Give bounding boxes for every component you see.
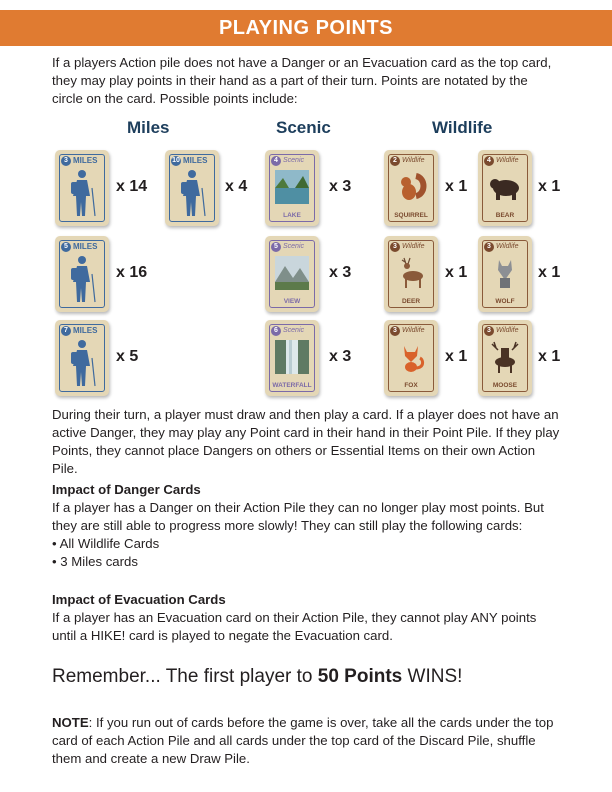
count-miles-10: x 4 <box>225 178 248 195</box>
card-type: MILES <box>73 156 98 165</box>
card-type: MILES <box>73 326 98 335</box>
card-type: Scenic <box>283 243 305 250</box>
section-banner <box>0 10 612 46</box>
card-name: MOOSE <box>492 382 518 389</box>
count-squirrel: x 1 <box>445 178 468 195</box>
bear-icon <box>488 170 522 204</box>
card-type: MILES <box>183 156 208 165</box>
point-circle: 5 <box>61 242 71 252</box>
scenic-card-view <box>265 236 319 312</box>
point-circle: 4 <box>484 156 494 166</box>
deer-icon <box>394 256 428 290</box>
bullet-text: 3 Miles cards <box>60 554 138 569</box>
wildlife-card-deer <box>384 236 438 312</box>
danger-heading: Impact of Danger Cards <box>52 482 201 497</box>
card-type: Wildlife <box>496 157 519 164</box>
fox-icon <box>394 340 428 374</box>
scenic-card-lake <box>265 150 319 226</box>
wildlife-card-bear <box>478 150 532 226</box>
hiker-icon <box>65 254 99 304</box>
count-miles-3: x 14 <box>116 178 148 195</box>
miles-card-3 <box>55 150 109 226</box>
column-heading-wildlife: Wildlife <box>432 118 493 137</box>
point-circle: 2 <box>390 156 400 166</box>
card-type: Scenic <box>283 157 305 164</box>
bullet-text: All Wildlife Cards <box>59 536 160 551</box>
count-fox: x 1 <box>445 348 468 365</box>
danger-bullet-1: • All Wildlife Cards <box>52 536 160 551</box>
card-type: Wildlife <box>496 243 519 250</box>
count-lake: x 3 <box>329 178 352 195</box>
card-name: VIEW <box>283 298 301 305</box>
point-circle: 3 <box>390 326 400 336</box>
card-name: FOX <box>404 382 418 389</box>
card-type: Scenic <box>283 327 305 334</box>
point-circle: 4 <box>271 156 281 166</box>
note-paragraph <box>52 714 562 768</box>
intro-paragraph: If a players Action pile does not have a Danger or an Evacuation card as the top card, they may play points in their hand as a part of their turn. Points are notated by the circle on the card. Possible points include: <box>52 55 552 106</box>
hiker-icon <box>175 168 209 218</box>
card-type: Wildlife <box>496 327 519 334</box>
remember-line <box>52 666 462 688</box>
point-circle: 3 <box>484 242 494 252</box>
wildlife-card-fox <box>384 320 438 396</box>
miles-card-10 <box>165 150 219 226</box>
page-title: PLAYING POINTS <box>218 16 394 39</box>
count-miles-7: x 5 <box>116 348 139 365</box>
wolf-icon <box>488 256 522 290</box>
point-circle: 3 <box>61 156 71 166</box>
remember-pre: Remember... The first player to <box>52 666 318 687</box>
wildlife-card-squirrel <box>384 150 438 226</box>
hiker-icon <box>65 168 99 218</box>
column-heading-miles: Miles <box>127 118 170 137</box>
wildlife-card-moose <box>478 320 532 396</box>
card-type: Wildlife <box>402 243 425 250</box>
lake-picture <box>275 170 309 204</box>
squirrel-icon <box>394 170 428 204</box>
evac-heading: Impact of Evacuation Cards <box>52 592 226 607</box>
card-name: BEAR <box>495 212 515 219</box>
note-label: NOTE <box>52 715 89 730</box>
hiker-icon <box>65 338 99 388</box>
count-wolf: x 1 <box>538 264 561 281</box>
count-moose: x 1 <box>538 348 561 365</box>
scenic-card-waterfall <box>265 320 319 396</box>
evac-paragraph: If a player has an Evacuation card on their Action Pile, they cannot play ANY points until a HIKE! card is played to negate the Evacuation card. <box>52 610 537 643</box>
miles-card-5 <box>55 236 109 312</box>
card-type: Wildlife <box>402 327 425 334</box>
waterfall-picture <box>275 340 309 374</box>
point-circle: 7 <box>61 326 71 336</box>
card-name: SQUIRREL <box>394 212 428 219</box>
count-waterfall: x 3 <box>329 348 352 365</box>
danger-paragraph: If a player has a Danger on their Action Pile they can no longer play most points. But they are still able to progress more slowly! They can still play the following cards: <box>52 500 544 533</box>
turn-paragraph: During their turn, a player must draw and then play a card. If a player does not have an active Danger, they may play any Point card in their hand in their Point Pile. If they play Points, they cannot place Dangers on others or Essential Items on their own Action Pile. <box>52 407 560 476</box>
count-miles-5: x 16 <box>116 264 148 281</box>
count-deer: x 1 <box>445 264 468 281</box>
note-text: : If you run out of cards before the game is over, take all the cards under the top card of each Action Pile and all cards under the top card of the Discard Pile, shuffle them and create a new Draw Pile. <box>52 715 554 766</box>
miles-card-7 <box>55 320 109 396</box>
card-name: LAKE <box>283 212 301 219</box>
moose-icon <box>488 340 522 374</box>
point-circle: 3 <box>390 242 400 252</box>
wildlife-card-wolf <box>478 236 532 312</box>
card-name: WOLF <box>495 298 515 305</box>
mountain-view-picture <box>275 256 309 290</box>
remember-post: WINS! <box>402 666 463 687</box>
card-type: MILES <box>73 242 98 251</box>
count-bear: x 1 <box>538 178 561 195</box>
point-circle: 3 <box>484 326 494 336</box>
point-circle: 10 <box>172 157 180 164</box>
card-type: Wildlife <box>402 157 425 164</box>
remember-bold: 50 Points <box>317 666 403 687</box>
card-name: DEER <box>401 298 421 305</box>
column-heading-scenic: Scenic <box>276 118 331 137</box>
point-circle: 5 <box>271 242 281 252</box>
card-name: WATERFALL <box>272 382 312 389</box>
count-view: x 3 <box>329 264 352 281</box>
danger-bullet-2: • 3 Miles cards <box>52 554 138 569</box>
point-circle: 6 <box>271 326 281 336</box>
